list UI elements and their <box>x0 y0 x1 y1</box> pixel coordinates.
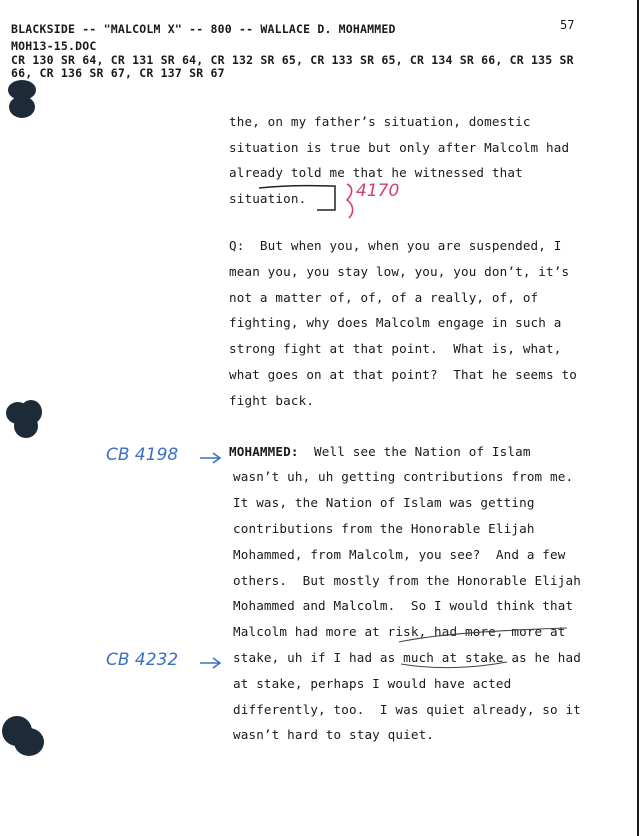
transcript-line: wasn’t hard to stay quiet. <box>233 727 435 742</box>
header-title: BLACKSIDE -- "MALCOLM X" -- 800 -- WALLACE D. MOHAMMED <box>11 22 396 36</box>
transcript-text: Well see the Nation of Islam <box>298 444 531 459</box>
binder-hole-top-lower <box>9 96 35 118</box>
transcript-line: wasn’t uh, uh getting contributions from me. <box>233 469 574 484</box>
transcript-line: what goes on at that point? That he seems to <box>229 367 577 382</box>
transcript-line: fighting, why does Malcolm engage in such a <box>229 315 562 330</box>
transcript-line: Malcolm had more at risk, had more, more at <box>233 624 566 639</box>
page-number: 57 <box>560 18 575 32</box>
timecode-annotation-blue: CB 4232 <box>106 650 179 670</box>
speaker-label: MOHAMMED: <box>229 444 299 459</box>
timecode-annotation-pink: 4170 <box>356 181 400 201</box>
transcript-line: the, on my father’s situation, domestic <box>229 114 531 129</box>
handwritten-underline-mark <box>395 624 575 672</box>
header-roll-list-cont: 66, CR 136 SR 67, CR 137 SR 67 <box>11 66 225 80</box>
transcript-line: situation is true but only after Malcolm had <box>229 140 570 155</box>
transcript-line: differently, too. I was quiet already, so it <box>233 702 581 717</box>
page-edge <box>637 0 639 836</box>
transcript-line: already told me that he witnessed that <box>229 165 523 180</box>
arrow-right-icon <box>198 450 224 466</box>
transcript-line: Mohammed, from Malcolm, you see? And a few <box>233 547 566 562</box>
transcript-line: contributions from the Honorable Elijah <box>233 521 535 536</box>
transcript-line: not a matter of, of, of a really, of, of <box>229 290 539 305</box>
transcript-line: mean you, you stay low, you, you don’t, it’s <box>229 264 570 279</box>
transcript-line: others. But mostly from the Honorable Elijah <box>233 573 581 588</box>
timecode-annotation-blue: CB 4198 <box>106 445 179 465</box>
transcript-line: Q: But when you, when you are suspended, I <box>229 238 562 253</box>
transcript-line: situation. <box>229 191 307 206</box>
transcript-line: stake, uh if I had as much at stake as he had <box>233 650 581 665</box>
transcript-line: It was, the Nation of Islam was getting <box>233 495 535 510</box>
transcript-line <box>229 444 531 459</box>
transcript-line: Mohammed and Malcolm. So I would think that <box>233 598 574 613</box>
transcript-line: strong fight at that point. What is, what, <box>229 341 562 356</box>
header-doc-name: MOH13-15.DOC <box>11 39 97 53</box>
transcript-line: at stake, perhaps I would have acted <box>233 676 512 691</box>
transcript-line: fight back. <box>229 393 315 408</box>
binder-hole-middle-3 <box>14 414 38 438</box>
arrow-right-icon <box>198 655 224 671</box>
binder-hole-bottom-2 <box>14 728 44 756</box>
header-roll-list: CR 130 SR 64, CR 131 SR 64, CR 132 SR 65, CR 133 SR 65, CR 134 SR 66, CR 135 SR <box>11 53 574 67</box>
